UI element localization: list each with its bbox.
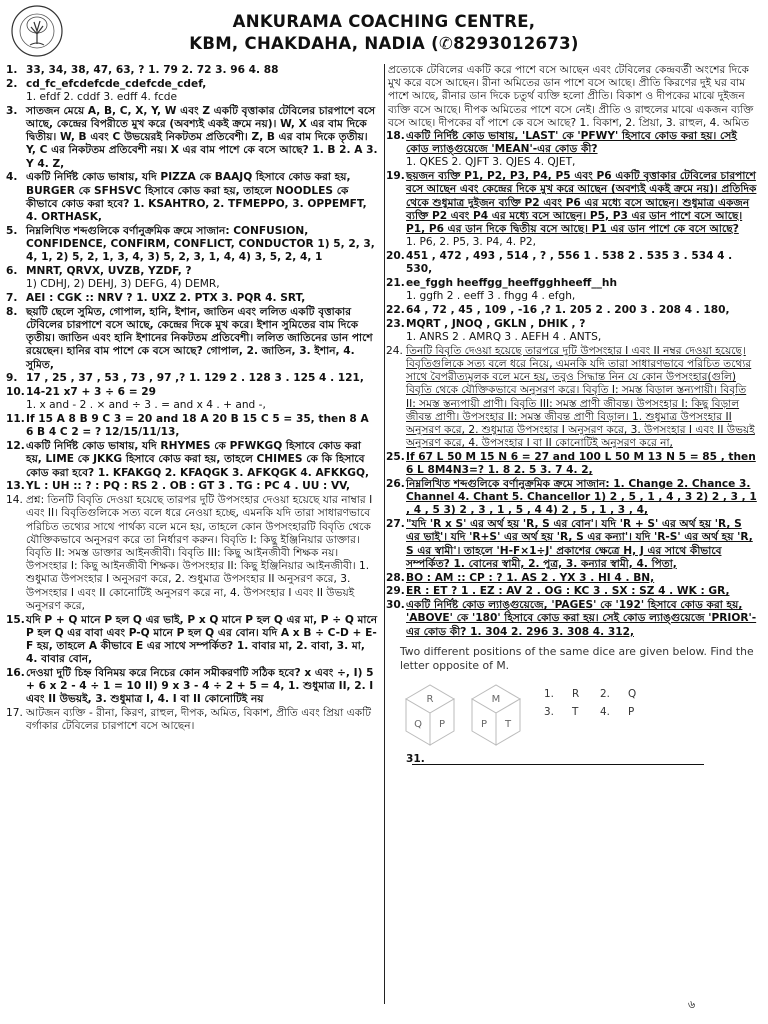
- option-number: 1.: [544, 687, 554, 700]
- question-item: [6, 306, 378, 372]
- question-text: MQRT , JNOQ , GKLN , DHIK , ?: [406, 317, 586, 330]
- option-number: 3.: [544, 705, 554, 718]
- question-item: [386, 585, 758, 598]
- question-item: [6, 64, 378, 77]
- header-address: KBM, CHAKDAHA, NADIA (✆8293012673): [189, 34, 579, 53]
- question-options: 1. QKES 2. QJFT 3. QJES 4. QJET,: [406, 156, 576, 169]
- question-text: YL : UH :: ? : PQ : RS 2 . OB : GT 3 . TG : PC 4 . UU : VV,: [26, 480, 351, 493]
- answer-blank-line: [412, 764, 704, 765]
- question-number: 8.: [6, 305, 18, 318]
- question-text: ee_fggh heeffgg_heeffgghheeff__hh: [406, 277, 618, 290]
- question-options: 1. x and - 2 . × and ÷ 3 . = and x 4 . + and -,: [26, 399, 266, 412]
- question-item: [6, 78, 378, 104]
- question-number: 19.: [386, 170, 405, 183]
- option-number: 4.: [600, 705, 610, 718]
- question-options: 1) CDHJ, 2) DEHJ, 3) DEFG, 4) DEMR,: [26, 278, 220, 291]
- question-text: "যদি 'R x S' এর অর্থ হয় 'R, S এর বোন'। যদি 'R + S' এর অর্থ হয় 'R, S এর ভাই'। যদি 'R+S' এর অর্থ হয় 'R, S এর কন্যা'। যদি 'R-S' এর অর্থ হয় 'R, S এর স্বামী'। তাহলে 'H-F×1÷J' প্রকাশের ক্ষেত্রে H, J এর সাথে কীভাবে সম্পর্কিত? 1. বোনের স্বামী, 2. পুত্র, 3. কন্যার স্বামী, 4. পিতা,: [406, 518, 753, 570]
- question-text: If 15 A 8 B 9 C 3 = 20 and 18 A 20 B 15 C 5 = 35, then 8 A 6 B 4 C 2 = ? 12/15/11/13,: [26, 413, 369, 439]
- question-item: [6, 440, 378, 480]
- option-value: Q: [628, 687, 637, 700]
- question-text: 64 , 72 , 45 , 109 , -16 ,? 1. 205 2 . 200 3 . 208 4 . 180,: [406, 304, 730, 317]
- question-31: [386, 753, 758, 766]
- right-column: [386, 64, 758, 766]
- cube2-right-face: T: [504, 718, 512, 730]
- question-text: একটি নির্দিষ্ট কোড ভাষায়, যদি PIZZA কে BAAJQ হিসাবে কোড করা হয়, BURGER কে SFHSVC হিসাবে কোড করা হয়, তাহলে NOODLES কে কীভাবে কোড করা হবে? 1. KSAHTRO, 2. TFMEPPO, 3. OPPEMFT, 4. ORTHASK,: [26, 171, 367, 224]
- question-number: 26.: [386, 478, 405, 491]
- question-item: [6, 413, 378, 439]
- cube1-right-face: P: [438, 718, 446, 730]
- option-number: 2.: [600, 687, 610, 700]
- cube2-left-face: P: [480, 718, 488, 730]
- question-number: 29.: [386, 585, 405, 598]
- question-text: নিম্নলিখিত শব্দগুলিকে বর্ণানুক্রমিক ক্রমে সাজান: 1. Change 2. Chance 3. Channel 4. Chant 5. Chancellor 1) 2 , 5 , 1 , 4 , 3 2) 2 , 3 , 1 , 4 , 5 3) 2 , 3 , 1 , 5 , 4 4) 2 , 5 , 1 , 3 , 4,: [406, 478, 757, 517]
- question-number: 22.: [386, 304, 405, 317]
- question-number: 27.: [386, 518, 405, 531]
- cube2-top-face: M: [491, 693, 501, 705]
- page-header: [0, 0, 768, 60]
- question-item: [386, 250, 758, 276]
- question-text: 33, 34, 38, 47, 63, ? 1. 79 2. 72 3. 96 4. 88: [26, 64, 279, 76]
- question-text: cd_fc_efcdefcde_cdefcde_cdef,: [26, 77, 207, 90]
- question-options: 1. P6, 2. P5, 3. P4, 4. P2,: [406, 236, 536, 249]
- question-text: ER : ET ? 1 . EZ : AV 2 . OG : KC 3 . SX : SZ 4 . WK : GR,: [406, 585, 730, 598]
- question-number: 25.: [386, 451, 405, 464]
- question-text: 17 , 25 , 37 , 53 , 73 , 97 ,? 1. 129 2 . 128 3 . 125 4 . 121,: [26, 372, 364, 385]
- header-title: ANKURAMA COACHING CENTRE,: [232, 12, 536, 31]
- question-text: AEI : CGK :: NRV ? 1. UXZ 2. PTX 3. PQR 4. SRT,: [26, 292, 306, 305]
- question-number: 14.: [6, 494, 23, 507]
- question-text: তিনটি বিবৃতি দেওয়া হয়েছে তারপরে দুটি উপসংহার I এবং II নম্বর দেওয়া হয়েছে। বিবৃতিগুলিকে সত্য বলে ধরে নিয়ে, এমনকি যদি তারা সাধারণভাবে পরিচিত তথ্যের সাথে বৈপরীত্যমূলক বলে মনে হয়, তবুও সিদ্ধান্ত নিন যে কোন উপসংহার(গুলি) বিবৃতি থেকে যৌক্তিকভাবে অনুসরণ করে। বিবৃতি I: সমস্ত বিড়াল স্তন্যপায়ী। বিবৃতি II: সমস্ত স্তন্যপায়ী প্রাণী। বিবৃতি III: সমস্ত প্রাণী জীবন্ত। উপসংহার I: কিছু বিড়াল জীবন্ত প্রাণী। উপসংহার II: সমস্ত জীবন্ত প্রাণী বিড়াল। 1. শুধুমাত্র উপসংহার II অনুসরণ করে, 2. শুধুমাত্র উপসংহার I অনুসরণ করে, 3. উপসংহার I এবং II উভয়ই অনুসরণ করে, 4. উপসংহার I বা II কোনোটিই অনুসরণ করে না,: [406, 344, 755, 450]
- question-item: [386, 478, 758, 518]
- question-item: [386, 130, 758, 170]
- option-value: P: [628, 705, 635, 718]
- question-columns: [6, 64, 762, 1016]
- question-number: 18.: [386, 130, 405, 143]
- question-item: [6, 265, 378, 291]
- question-item: [6, 225, 378, 265]
- question-text: আটজন ব্যক্তি - রীনা, কিরণ, রাহুল, দীপক, অমিত, বিকাশ, প্রীতি এবং প্রিয়া একটি বর্গাকার টেবিলের চারপাশে বসে আছেন।: [26, 707, 372, 733]
- question-options: 1. efdf 2. cddf 3. edff 4. fcde: [26, 91, 178, 103]
- question-item: [386, 599, 758, 639]
- question-text: একটি নির্দিষ্ট কোড ভাষায়, যদি RHYMES কে PFWKGQ হিসাবে কোড করা হয়, LIME কে JKKG হিসাবে কোড করা হয়, তাহলে CHIMES কে কি হিসাবে কোড করা হবে? 1. KFAKGQ 2. KFAQGK 3. AFKQGK 4. AFKKGQ,: [26, 440, 370, 479]
- question-item: [6, 707, 378, 733]
- question-text: একটি নির্দিষ্ট কোড ল্যাঙ্গুয়েজে, 'PAGES' কে '192' হিসাবে কোড করা হয়, 'ABOVE' কে '180' হিসাবে কোড করা হয়। সেই কোড ল্যাঙ্গুয়েজে 'PRIOR'-এর কোড কী? 1. 304 2. 296 3. 308 4. 312,: [406, 599, 757, 638]
- question-number: 5.: [6, 224, 18, 237]
- question-number: 24.: [386, 344, 403, 357]
- question-number: 21.: [386, 277, 405, 290]
- question-text: প্রশ্ন: তিনটি বিবৃতি দেওয়া হয়েছে তারপর দুটি উপসংহার দেওয়া হয়েছে যার নাম্বার I এবং II। বিবৃতিগুলিকে সত্য বলে ধরে নেওয়া হচ্ছে, এমনকি যদি তারা সাধারণভাবে পরিচিত তথ্যের সাথে পার্থক্য বলে মনে হয়, তাহলে কোন উপসংহারটি বিবৃতি থেকে যৌক্তিকভাবে অনুসরণ করে তা নির্ধারণ করুন। বিবৃতি I: কিছু ইঞ্জিনিয়ার ডাক্তার। বিবৃতি II: সমস্ত ডাক্তার আইনজীবী। বিবৃতি III: কিছু আইনজীবী শিক্ষক নয়। উপসংহার I: কিছু আইনজীবী শিক্ষক। উপসংহার II: কিছু ইঞ্জিনিয়ার আইনজীবী। 1. শুধুমাত্র উপসংহার I অনুসরণ করে, 2. শুধুমাত্র উপসংহার II অনুসরণ করে, 3. উপসংহার I এবং II কোনোটিই অনুসরণ করে না, 4. উপসংহার I এবং II উভয়ই অনুসরণ করে,: [26, 494, 373, 612]
- question-number: 30.: [386, 599, 405, 612]
- question-item: [6, 480, 378, 493]
- question-text: ছয়জন ব্যক্তি P1, P2, P3, P4, P5 এবং P6 একটি বৃত্তাকার টেবিলের চারপাশে বসে আছেন এবং কেন্দ্রের দিকে মুখ করে আছেন (অবশ্যই একই ক্রমে নয়)। প্রতিদিক থেকে শুধুমাত্র দুইজন ব্যক্তি P2 এবং P6 এর মধ্যে বসে আছেন। শুধুমাত্র একজন ব্যক্তি P2 এবং P4 এর মধ্যে বসে আছেন। P5, P3 এর ডান পাশে বসে আছে। P1, P6 এর ডান দিকে দ্বিতীয় বসে আছে। P1 এর ডান পাশে কে বসে আছে?: [406, 170, 757, 236]
- question-item: [386, 318, 758, 344]
- question-text: 14-21 x7 + 3 ÷ 6 = 29: [26, 386, 157, 399]
- question-item: [386, 572, 758, 585]
- question-text: BO : AM :: CP : ? 1. AS 2 . YX 3 . HI 4 . BN,: [406, 571, 655, 584]
- question-number: 28.: [386, 571, 405, 584]
- question-item: [6, 386, 378, 412]
- question-number: 10.: [6, 386, 25, 399]
- option-value: R: [572, 687, 580, 700]
- cube1-left-face: Q: [414, 718, 422, 730]
- cube1-top-face: R: [426, 693, 434, 705]
- question-number: 31.: [406, 752, 425, 765]
- question-item: [6, 292, 378, 305]
- question-number: 9.: [6, 372, 18, 385]
- question-text: MNRT, QRVX, UVZB, YZDF, ?: [26, 265, 192, 278]
- question-number: 15.: [6, 613, 25, 626]
- question-number: 17.: [6, 707, 23, 720]
- question-number: 7.: [6, 292, 18, 305]
- question-item: [6, 171, 378, 224]
- question-number: 23.: [386, 317, 405, 330]
- question-item: [386, 345, 758, 451]
- question-number: 20.: [386, 250, 405, 263]
- question-item: [386, 451, 758, 477]
- question-number: 6.: [6, 265, 18, 278]
- question-item: [386, 518, 758, 571]
- dice-options: [544, 685, 656, 721]
- left-column: [6, 64, 378, 734]
- question-text: নিম্নলিখিত শব্দগুলিকে বর্ণানুক্রমিক ক্রমে সাজান: CONFUSION, CONFIDENCE, CONFIRM, CONFLICT, CONDUCTOR 1) 5, 2, 3, 4, 1, 2) 5, 2, 1, 3, 4, 3) 5, 2, 3, 1, 4, 4) 3, 5, 2, 4, 1: [26, 224, 375, 264]
- question-number: 1.: [6, 64, 18, 76]
- question-item: [386, 304, 758, 317]
- option-value: T: [572, 705, 579, 718]
- question-text: 451 , 472 , 493 , 514 , ? , 556 1 . 538 2 . 535 3 . 534 4 . 530,: [406, 250, 733, 276]
- dice-figure: [400, 677, 758, 749]
- question-number: 2.: [6, 77, 18, 90]
- question-text: যদি P + Q মানে P হল Q এর ভাই, P x Q মানে P হল Q এর মা, P ÷ Q মানে P হল Q এর বাবা এবং P-Q মানে P হল Q এর বোন। যদি A x B ÷ C-D + E-F হয়, তাহলে A কীভাবে E এর সাথে সম্পর্কিত? 1. বাবার মা, 2. বাবা, 3. মা, 4. বাবার বোন,: [26, 613, 378, 666]
- question-number: 16.: [6, 667, 25, 680]
- question-text: একটি নির্দিষ্ট কোড ভাষায়, 'LAST' কে 'PFWY' হিসাবে কোড করা হয়। সেই কোড ল্যাঙ্গুয়েজে 'MEAN'-এর কোড কী?: [406, 130, 737, 156]
- question-options: 1. ANRS 2 . AMRQ 3 . AEFH 4 . ANTS,: [406, 331, 602, 344]
- question-text: ছয়টি ছেলে সুমিত, গোপাল, হানি, ইশান, জাতিন এবং ললিত একটি বৃত্তাকার টেবিলের চারপাশে বসে আছে, কেন্দ্রের দিকে মুখ করে। ইশান সুমিতের বাম দিকে তৃতীয়। জাতিন এবং হানি ইশানের নিকটতম প্রতিবেশী। ললিত জাতিনের ডান পাশে রয়েছেন। হানির বাম পাশে কে বসে আছে? গোপাল, 2. জাতিন, 3. ইশান, 4. সুমিত,: [26, 305, 373, 371]
- dice-question-text: Two different positions of the same dice are given below. Find the letter opposite of M.: [400, 644, 754, 672]
- question-options: 1. ggfh 2 . eeff 3 . fhgg 4 . efgh,: [406, 290, 576, 303]
- question-text: If 67 L 50 M 15 N 6 = 27 and 100 L 50 M 13 N 5 = 85 , then 6 L 8M4N3=? 1. 8 2. 5 3. 7 4. 2,: [406, 451, 756, 477]
- question-item: [386, 277, 758, 303]
- question-item: [6, 105, 378, 171]
- page-number: ৬: [688, 998, 696, 1011]
- question-number: 4.: [6, 171, 18, 184]
- question-item: [6, 494, 378, 613]
- question-number: 3.: [6, 104, 18, 117]
- question-text: সাতজন মেয়ে A, B, C, X, Y, W এবং Z একটি বৃত্তাকার টেবিলের চারপাশে বসে আছে, কেন্দ্রের বিপরীতে মুখ করে (অবশ্যই একই ক্রমে নয়)। W, X এর বাম দিকে দ্বিতীয়। W, B এবং C উভয়েরই নিকটতম প্রতিবেশী। Z, B এর বাম দিকে তৃতীয়। Y, C এর নিকটতম প্রতিবেশী নয়। X এর বাম পাশে কে বসে আছে? 1. B 2. A 3. Y 4. Z,: [26, 104, 378, 170]
- question-item: [6, 667, 378, 707]
- question-number: 13.: [6, 480, 25, 493]
- question-item: [386, 170, 758, 249]
- question-item: [6, 614, 378, 667]
- question-17-continuation: প্রত্যেকে টেবিলের একটি করে পাশে বসে আছেন এবং টেবিলের কেন্দ্রবর্তী অংশের দিকে মুখ করে বসে আছেন। রীনা অমিতের ডান পাশে বসে আছে। প্রীতি কিরণের দুই ঘর বাম পাশে আছে, রীনার ডান দিকে চতুর্থ ব্যক্তি হলো প্রীতি। বিকাশ ও দীপকের মাঝে দুইজন ব্যক্তি বসে আছে। দীপক অমিতের পাশে বসে নেই। প্রীতি ও রাহুলের মাঝে একজন ব্যক্তি বসে আছে। দীপকের বাঁ পাশে কে বসে আছে? 1. বিকাশ, 2. প্রিয়া, 3. রাহুল, 4. অমিত: [388, 64, 754, 129]
- question-item: [6, 372, 378, 385]
- question-number: 12.: [6, 440, 25, 453]
- question-text: দেওয়া দুটি চিহ্ন বিনিময় করে নিচের কোন সমীকরণটি সঠিক হবে? x এবং ÷, I) 5 + 6 x 2 - 4 ÷ 1 = 10 II) 9 x 3 - 4 ÷ 2 + 5 = 4, 1. শুধুমাত্র II, 2. I এবং II উভয়ই, 3. শুধুমাত্র I, 4. I বা II কোনোটিই নয়: [26, 667, 374, 706]
- question-number: 11.: [6, 413, 25, 426]
